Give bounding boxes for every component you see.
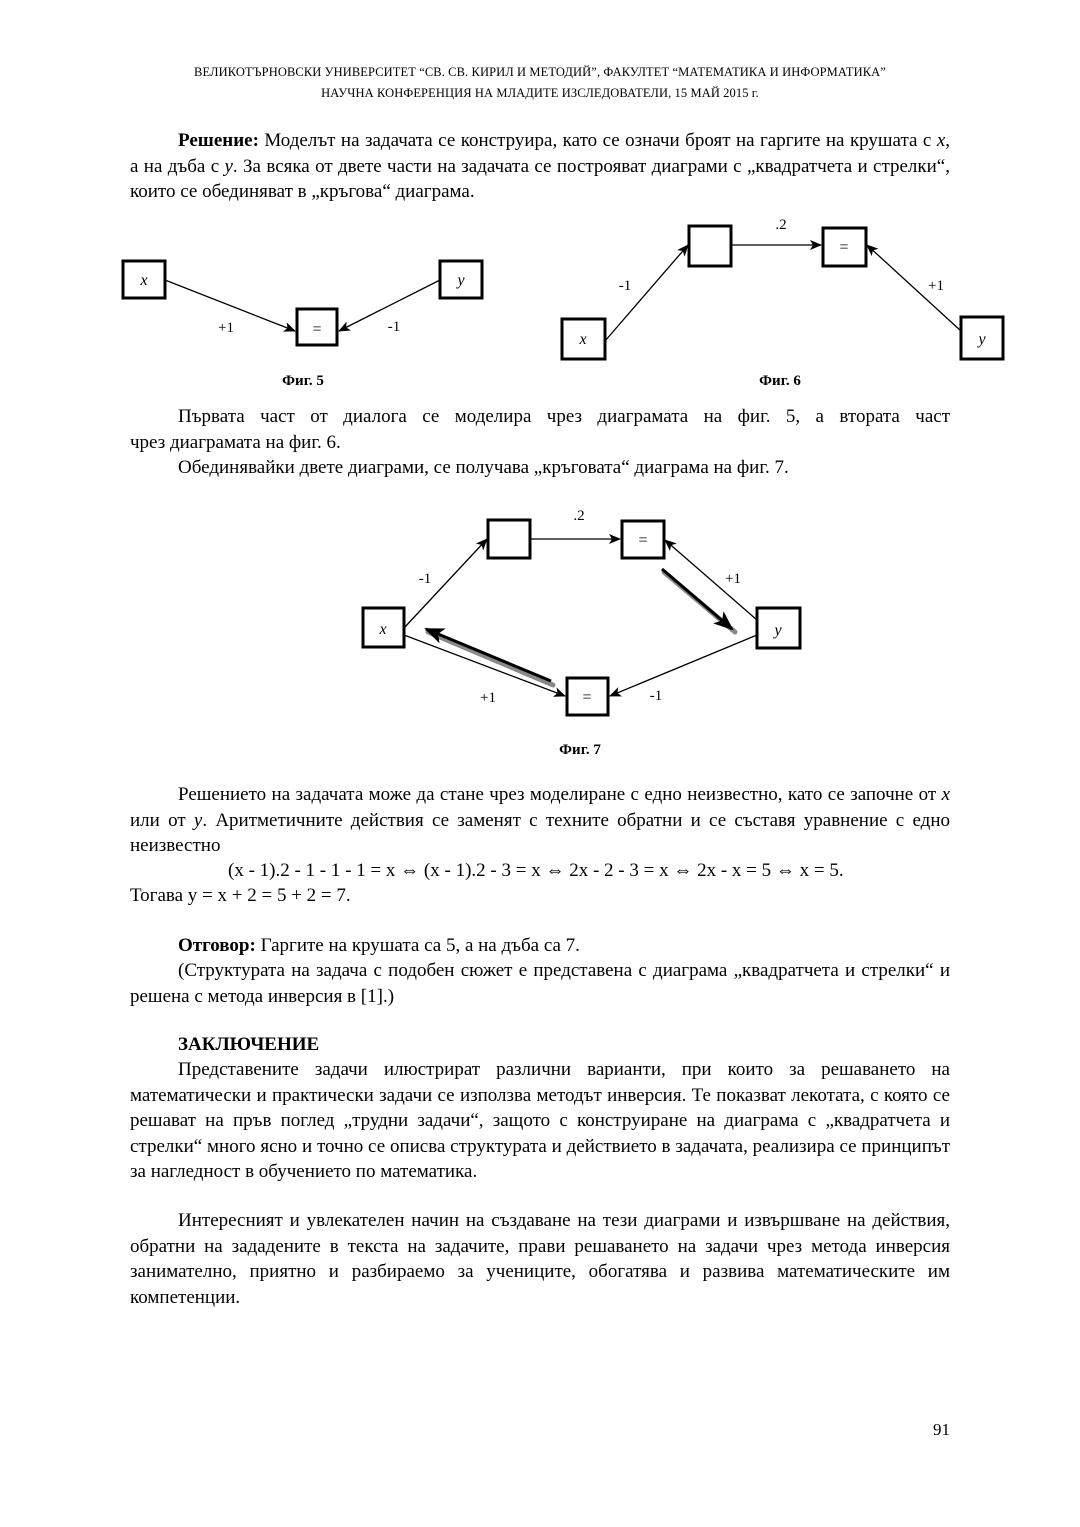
para1-line1: Първата част от диалога се моделира чрез диаграмата на фиг. 5, а втората част xyxy=(178,406,950,427)
fig7-arrow-x-bottom xyxy=(404,635,565,696)
var-y: y xyxy=(224,155,233,177)
fig7-edge-y-top-label: +1 xyxy=(725,571,741,587)
answer-text: Гаргите на крушата са 5, а на дъба са 7. xyxy=(255,935,580,956)
header-line-1: ВЕЛИКОТЪРНОВСКИ УНИВЕРСИТЕТ “СВ. СВ. КИРИЛ И МЕТОДИЙ”, ФАКУЛТЕТ “МАТЕМАТИКА И ИНФОРМАТИКА” xyxy=(194,65,886,79)
fig7-label-eq-top: = xyxy=(638,532,648,549)
page-number: 91 xyxy=(933,1420,950,1439)
fig7-edge-x-bottom-label: +1 xyxy=(480,690,496,706)
fig7-edge-x-top-label: -1 xyxy=(418,571,432,587)
fig6-arrow-x xyxy=(605,245,688,341)
figures-5-6 xyxy=(0,0,1080,400)
para3-text-2: или от xyxy=(130,809,194,831)
fig7-edge-top-label: .2 xyxy=(573,508,585,524)
fig5-caption: Фиг. 5 xyxy=(282,373,324,389)
fig7-inversion-arrow-1 xyxy=(662,569,732,629)
fig7-box-empty xyxy=(488,520,530,558)
then-line: Тогава y = x + 2 = 5 + 2 = 7. xyxy=(130,885,351,906)
fig5-label-eq: = xyxy=(312,321,322,338)
fig6-edge-top-label: .2 xyxy=(775,217,787,233)
para3-var-y: y xyxy=(193,809,203,831)
para3-var-x: x xyxy=(941,784,950,805)
solution-text-1: Моделът на задачата се конструира, като се означи броят на гаргите на крушата с xyxy=(258,130,937,151)
para3-text-1: Решението на задачата може да стане чрез моделиране с едно неизвестно, като се започне от xyxy=(178,784,942,805)
conclusion-paragraph-2: Интересният и увлекателен начин на създаване на тези диаграми и извършване на действия, обратни на зададените в текста на задачите, прави решаването на задачи чрез метода инверсия занимателно, приятно и разбираемо за учениците, обогатява и развива математическите им компетенции. xyxy=(130,1210,950,1308)
para1-line2: чрез диаграмата на фиг. 6. xyxy=(130,432,341,453)
solution-label: Решение: xyxy=(178,130,259,151)
fig7-inversion-arrow-2 xyxy=(426,629,551,681)
solution-text-2: , а на дъба с xyxy=(130,130,950,177)
fig5-edge-y-label: -1 xyxy=(387,319,401,335)
fig7-label-eq-bottom: = xyxy=(582,689,592,706)
header-line-2: НАУЧНА КОНФЕРЕНЦИЯ НА МЛАДИТЕ ИЗСЛЕДОВАТЕЛИ, 15 МАЙ 2015 г. xyxy=(321,86,759,100)
para3 xyxy=(130,782,950,859)
answer-paragraph xyxy=(130,933,950,959)
fig6-label-eq: = xyxy=(839,239,849,256)
conclusion-heading-text: ЗАКЛЮЧЕНИЕ xyxy=(178,1034,320,1055)
conclusion-paragraph-1: Представените задачи илюстрират различни варианти, при които за решаването на математически и практически задачи се използва методът инверсия. Те показват лекотата, с която се решават на пръв поглед „трудни задачи“, защото с конструиране на диаграма с „квадратчета и стрелки“ много ясно и точно се описва структурата и действието в задачата, реализира се принципът за нагледност в обучението по математика. xyxy=(130,1059,950,1182)
figure-6 xyxy=(562,217,1003,359)
equation: (x - 1).2 - 1 - 1 - 1 = x ⇔ (x - 1).2 - 3 = x ⇔ 2x - 2 - 3 = x ⇔ 2x - x = 5 ⇔ x = 5. xyxy=(228,860,844,881)
fig7-label-x: x xyxy=(379,621,387,638)
fig6-box-empty xyxy=(689,226,731,266)
fig7-arrow-y-bottom xyxy=(610,635,757,696)
fig6-edge-x-label: -1 xyxy=(618,278,632,294)
fig7-inversion-arrow-shadow-2 xyxy=(428,632,553,685)
conclusion-heading xyxy=(178,1032,578,1058)
fig6-edge-y-label: +1 xyxy=(928,278,944,294)
figure-7 xyxy=(0,480,1080,780)
var-x: x xyxy=(936,130,946,151)
fig5-label-x: x xyxy=(140,272,148,289)
figure-5 xyxy=(123,261,482,345)
fig7-label-y: y xyxy=(774,622,782,639)
para2: Обединявайки двете диаграми, се получава „кръговата“ диаграма на фиг. 7. xyxy=(178,457,789,478)
fig7-arrow-y-top xyxy=(665,540,757,620)
fig5-label-y: y xyxy=(457,272,465,289)
fig5-edge-x-label: +1 xyxy=(218,320,234,336)
solution-text-3: . За всяка от двете части на задачата се построяват диаграми с „квадратчета и стрелки“, които се обединяват в „кръгова“ диаграма. xyxy=(130,155,950,202)
fig6-caption: Фиг. 6 xyxy=(759,373,801,389)
fig6-label-x: x xyxy=(579,331,587,348)
fig7-caption: Фиг. 7 xyxy=(559,742,601,758)
answer-label: Отговор: xyxy=(178,935,256,956)
fig6-arrow-y xyxy=(867,245,961,331)
note-paragraph: (Структурата на задача с подобен сюжет е представена с диаграма „квадратчета и стрелки“ и решена с метода инверсия в [1].) xyxy=(130,960,950,1007)
fig7-arrow-x-top xyxy=(404,539,487,628)
para3-text-3: . Аритметичните действия се заменят с техните обратни и се съставя уравнение с едно неизвестно xyxy=(130,809,950,856)
fig7-edge-y-bottom-label: -1 xyxy=(649,688,663,704)
fig6-label-y: y xyxy=(978,331,986,348)
